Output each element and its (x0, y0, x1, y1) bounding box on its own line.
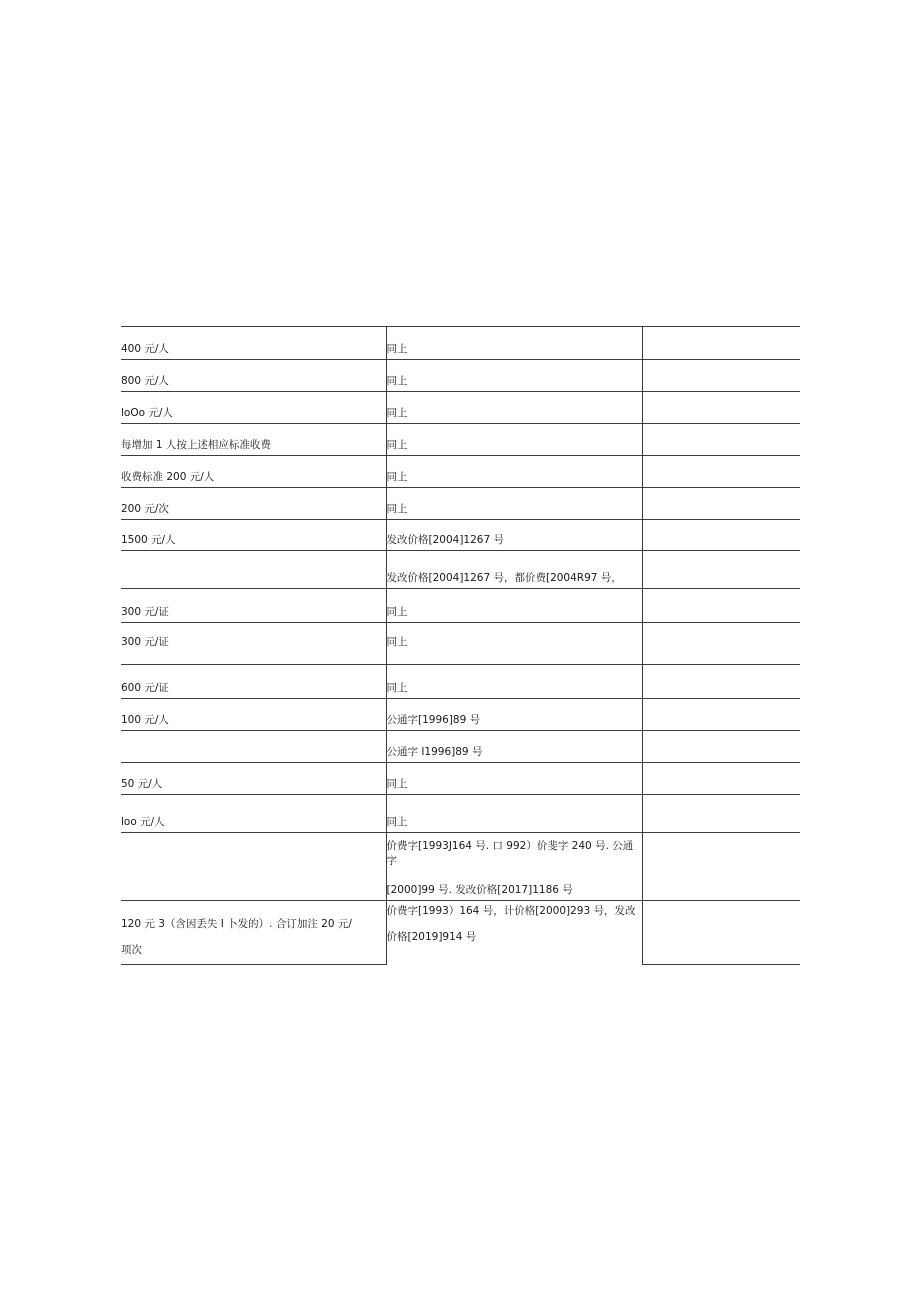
basis-cell: 公通字 I1996]89 号 (386, 731, 642, 763)
table-row (121, 763, 800, 795)
basis-text-line-2: [2000]99 号. 发改价格[2017]1186 号 (386, 884, 573, 896)
basis-cell: 同上 (386, 589, 642, 623)
basis-cell: 公通字[1996]89 号 (386, 699, 642, 731)
fee-text-line-1: 120 元 3（含因丢失 I 卜发的）. 合订加注 20 元/ (121, 918, 352, 930)
fee-cell: loOo 元/人 (121, 392, 386, 424)
fee-cell (121, 901, 386, 965)
empty-cell (642, 833, 800, 901)
table-row (121, 424, 800, 456)
fee-cell: 300 元/证 (121, 589, 386, 623)
table-row (121, 665, 800, 699)
table-row (121, 392, 800, 424)
empty-cell (642, 699, 800, 731)
empty-cell (642, 551, 800, 589)
empty-cell (642, 456, 800, 488)
basis-cell: 发改价格[2004]1267 号，都价费[2004R97 号， (386, 551, 642, 589)
table-row (121, 731, 800, 763)
empty-cell (642, 424, 800, 456)
table-row (121, 901, 800, 965)
basis-cell: 同上 (386, 623, 642, 665)
fee-cell: 50 元/人 (121, 763, 386, 795)
basis-cell: 同上 (386, 360, 642, 392)
empty-cell (642, 795, 800, 833)
table-row (121, 360, 800, 392)
fee-cell: 400 元/人 (121, 327, 386, 360)
empty-cell (642, 665, 800, 699)
basis-cell: 发改价格[2004]1267 号 (386, 520, 642, 551)
table-row (121, 456, 800, 488)
fee-cell: 每增加 1 人按上述相应标准收费 (121, 424, 386, 456)
empty-cell (642, 589, 800, 623)
table-row (121, 589, 800, 623)
table-row (121, 327, 800, 360)
empty-cell (642, 360, 800, 392)
basis-cell: 同上 (386, 327, 642, 360)
empty-cell (642, 763, 800, 795)
fee-cell: 100 元/人 (121, 699, 386, 731)
empty-cell (642, 392, 800, 424)
basis-cell (386, 901, 642, 965)
fee-cell (121, 833, 386, 901)
basis-text-line-1: 价费字[1993J164 号. 口 992）价斐字 240 号. 公通字 (386, 840, 634, 867)
basis-cell: 同上 (386, 456, 642, 488)
fee-cell: 收费标准 200 元/人 (121, 456, 386, 488)
basis-cell: 同上 (386, 424, 642, 456)
table-row (121, 623, 800, 665)
fee-cell: 200 元/次 (121, 488, 386, 520)
basis-text-line-1: 价费字[1993）164 号，计价格[2000]293 号，发改 (386, 905, 636, 917)
basis-cell: 同上 (386, 488, 642, 520)
fee-table (121, 326, 800, 965)
empty-cell (642, 901, 800, 965)
fee-text-line-2: 项次 (121, 944, 142, 956)
fee-cell: 1500 元/人 (121, 520, 386, 551)
fee-cell (121, 731, 386, 763)
empty-cell (642, 488, 800, 520)
fee-cell: loo 元/人 (121, 795, 386, 833)
basis-cell: 同上 (386, 763, 642, 795)
table-row (121, 551, 800, 589)
empty-cell (642, 623, 800, 665)
fee-cell: 300 元/证 (121, 623, 386, 665)
table-row (121, 795, 800, 833)
fee-cell: 800 元/人 (121, 360, 386, 392)
empty-cell (642, 520, 800, 551)
table-row (121, 488, 800, 520)
fee-cell: 600 元/证 (121, 665, 386, 699)
basis-cell (386, 833, 642, 901)
empty-cell (642, 327, 800, 360)
table-row (121, 699, 800, 731)
table-row (121, 520, 800, 551)
fee-cell (121, 551, 386, 589)
basis-cell: 同上 (386, 392, 642, 424)
basis-cell: 同上 (386, 795, 642, 833)
table-row (121, 833, 800, 901)
empty-cell (642, 731, 800, 763)
basis-cell: 同上 (386, 665, 642, 699)
basis-text-line-2: 价格[2019]914 号 (386, 931, 477, 943)
